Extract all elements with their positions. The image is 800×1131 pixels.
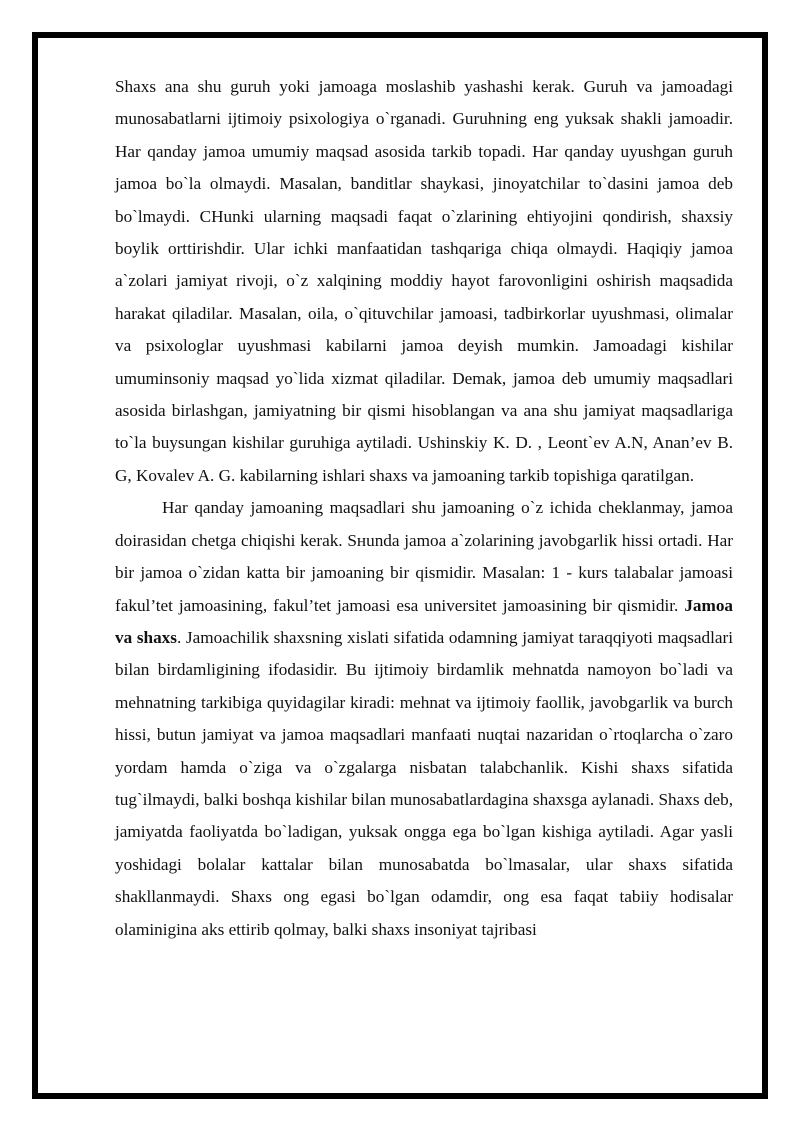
paragraph-2-bold-heading: Jamoa va shaxs — [115, 595, 734, 647]
paragraph-2-text-before: Har qanday jamoaning maqsadlari shu jamoaning o`z ichida cheklanmay, jamoa doirasidan chetga chiqishi kerak. Sнunda jamoa a`zolarining javobgarlik hissi ortadi. Har bir jamoa o`zidan katta bir jamoaning bir qismidir. Masalan: 1 - kurs talabalar jamoasi fakul’tet jamoasining, fakul’tet jamoasi esa universitet jamoasining bir qismidir. — [115, 498, 733, 615]
document-body — [115, 71, 733, 946]
paragraph-2-text-after: . Jamoachilik shaxsning xislati sifatida odamning jamiyat taraqqiyoti maqsadlari bilan birdamligining ifodasidir. Bu ijtimoiy birdamlik mehnatda namoyon bo`ladi va mehnatning tarkibiga quyidagilar kiradi: mehnat va ijtimoiy faollik, javobgarlik va burch hissi, butun jamiyat va jamoa maqsadlari manfaati nuqtai nazaridan o`rtoqlarcha o`zaro yordam hamda o`ziga va o`zgalarga nisbatan talabchanlik. Kishi shaxs sifatida tug`ilmaydi, balki boshqa kishilar bilan munosabatlardagina shaxsga aylanadi. Shaxs deb, jamiyatda faoliyatda bo`ladigan, yuksak ongga ega bo`lgan kishiga aytiladi. Agar yasli yoshidagi bolalar kattalar bilan munosabatda bo`lmasalar, ular shaxs sifatida shakllanmaydi. Shaxs ong egasi bo`lgan odamdir, ong esa faqat tabiiy hodisalar olaminigina aks ettirib qolmay, balki shaxs insoniyat tajribasi — [115, 627, 733, 939]
paragraph-2 — [115, 492, 733, 946]
paragraph-1: Shaxs ana shu guruh yoki jamoaga moslashib yashashi kerak. Guruh va jamoadagi munosabatlarni ijtimoiy psixologiya o`rganadi. Guruhning eng yuksak shakli jamoadir. Har qanday jamoa umumiy maqsad asosida tarkib topadi. Har qanday uyushgan guruh jamoa bo`la olmaydi. Masalan, banditlar shaykasi, jinoyatchilar to`dasini jamoa deb bo`lmaydi. CHunki ularning maqsadi faqat o`zlarining ehtiyojini qondirish, shaxsiy boylik orttirishdir. Ular ichki manfaatidan tashqariga chiqa olmaydi. Haqiqiy jamoa a`zolari jamiyat rivoji, o`z xalqining moddiy hayot farovonligini oshirish maqsadida harakat qiladilar. Masalan, oila, o`qituvchilar jamoasi, tadbirkorlar uyushmasi, olimalar va psixologlar uyushmasi kabilarni jamoa deyish mumkin. Jamoadagi kishilar umuminsoniy maqsad yo`lida xizmat qiladilar. Demak, jamoa deb umumiy maqsadlari asosida birlashgan, jamiyatning bir qismi hisoblangan va ana shu jamiyat maqsadlariga to`la buysungan kishilar guruhiga aytiladi. Ushinskiy K. D. , Leont`ev A.N, Anan’ev B. G, Kovalev A. G. kabilarning ishlari shaxs va jamoaning tarkib topishiga qaratilgan. — [115, 77, 733, 485]
